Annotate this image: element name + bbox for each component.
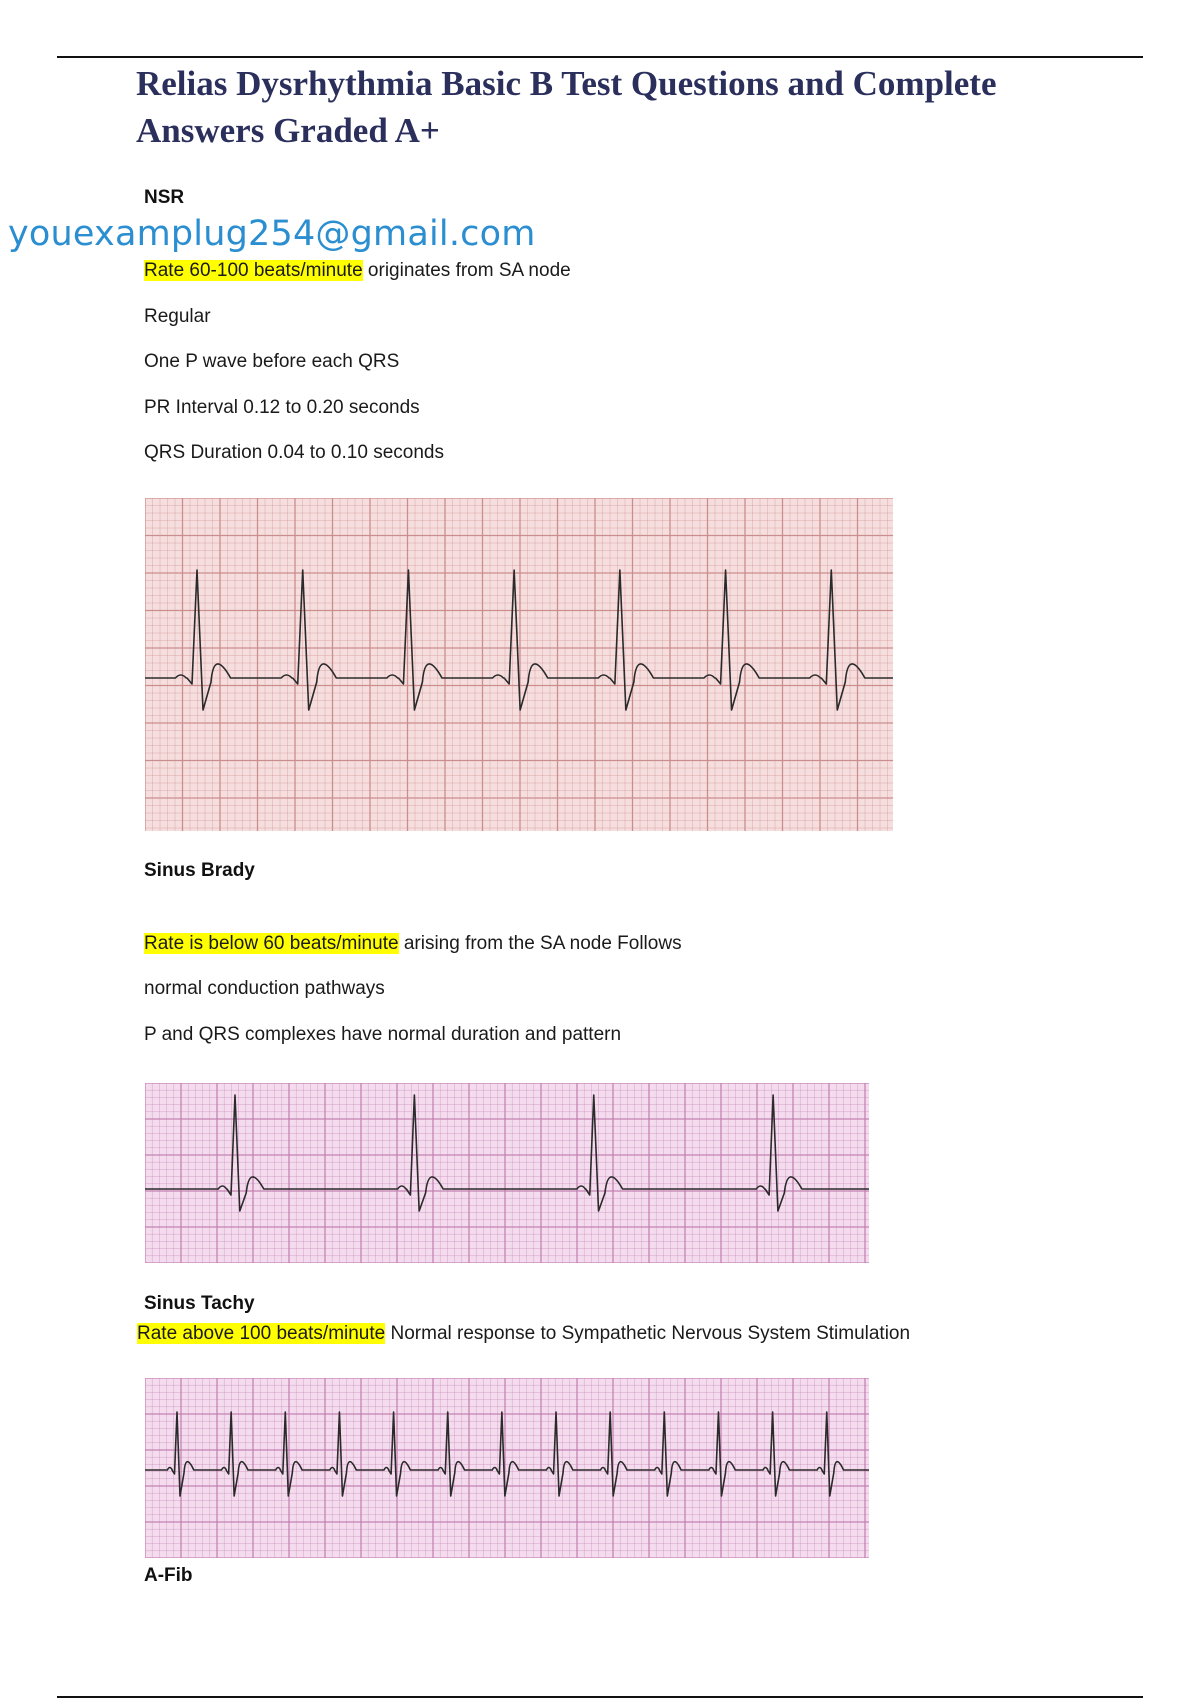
nsr-rate-line [144,260,571,282]
tachy-rate-rest: Normal response to Sympathetic Nervous System Stimulation [385,1323,911,1344]
nsr-rate-rest: originates from SA node [362,260,571,281]
nsr-line-pr: PR Interval 0.12 to 0.20 seconds [144,397,420,418]
watermark-email: youexamplug254@gmail.com [8,214,536,254]
nsr-line-pwave: One P wave before each QRS [144,351,400,372]
brady-rate-line [144,933,682,955]
brady-rate-rest: arising from the SA node Follows [398,933,682,954]
nsr-line-qrs: QRS Duration 0.04 to 0.10 seconds [144,442,444,463]
nsr-line-regular: Regular [144,306,211,327]
ecg-strip-tachy [145,1378,869,1558]
heading-sinus-tachy: Sinus Tachy [144,1293,255,1314]
brady-line-complexes: P and QRS complexes have normal duration and pattern [144,1024,622,1045]
bottom-rule [57,1696,1143,1698]
document-title: Relias Dysrhythmia Basic B Test Questions and Complete Answers Graded A+ [136,64,997,150]
heading-afib: A-Fib [144,1565,193,1586]
tachy-rate-highlight: Rate above 100 beats/minute [137,1323,386,1344]
heading-nsr: NSR [144,187,185,208]
tachy-rate-line [137,1323,910,1345]
heading-sinus-brady: Sinus Brady [144,860,255,881]
brady-rate-highlight: Rate is below 60 beats/minute [144,933,399,954]
top-rule [57,56,1143,58]
ecg-strip-brady [145,1083,869,1263]
brady-line-conduction: normal conduction pathways [144,978,385,999]
nsr-rate-highlight: Rate 60-100 beats/minute [144,260,363,281]
ecg-strip-nsr [145,498,893,831]
